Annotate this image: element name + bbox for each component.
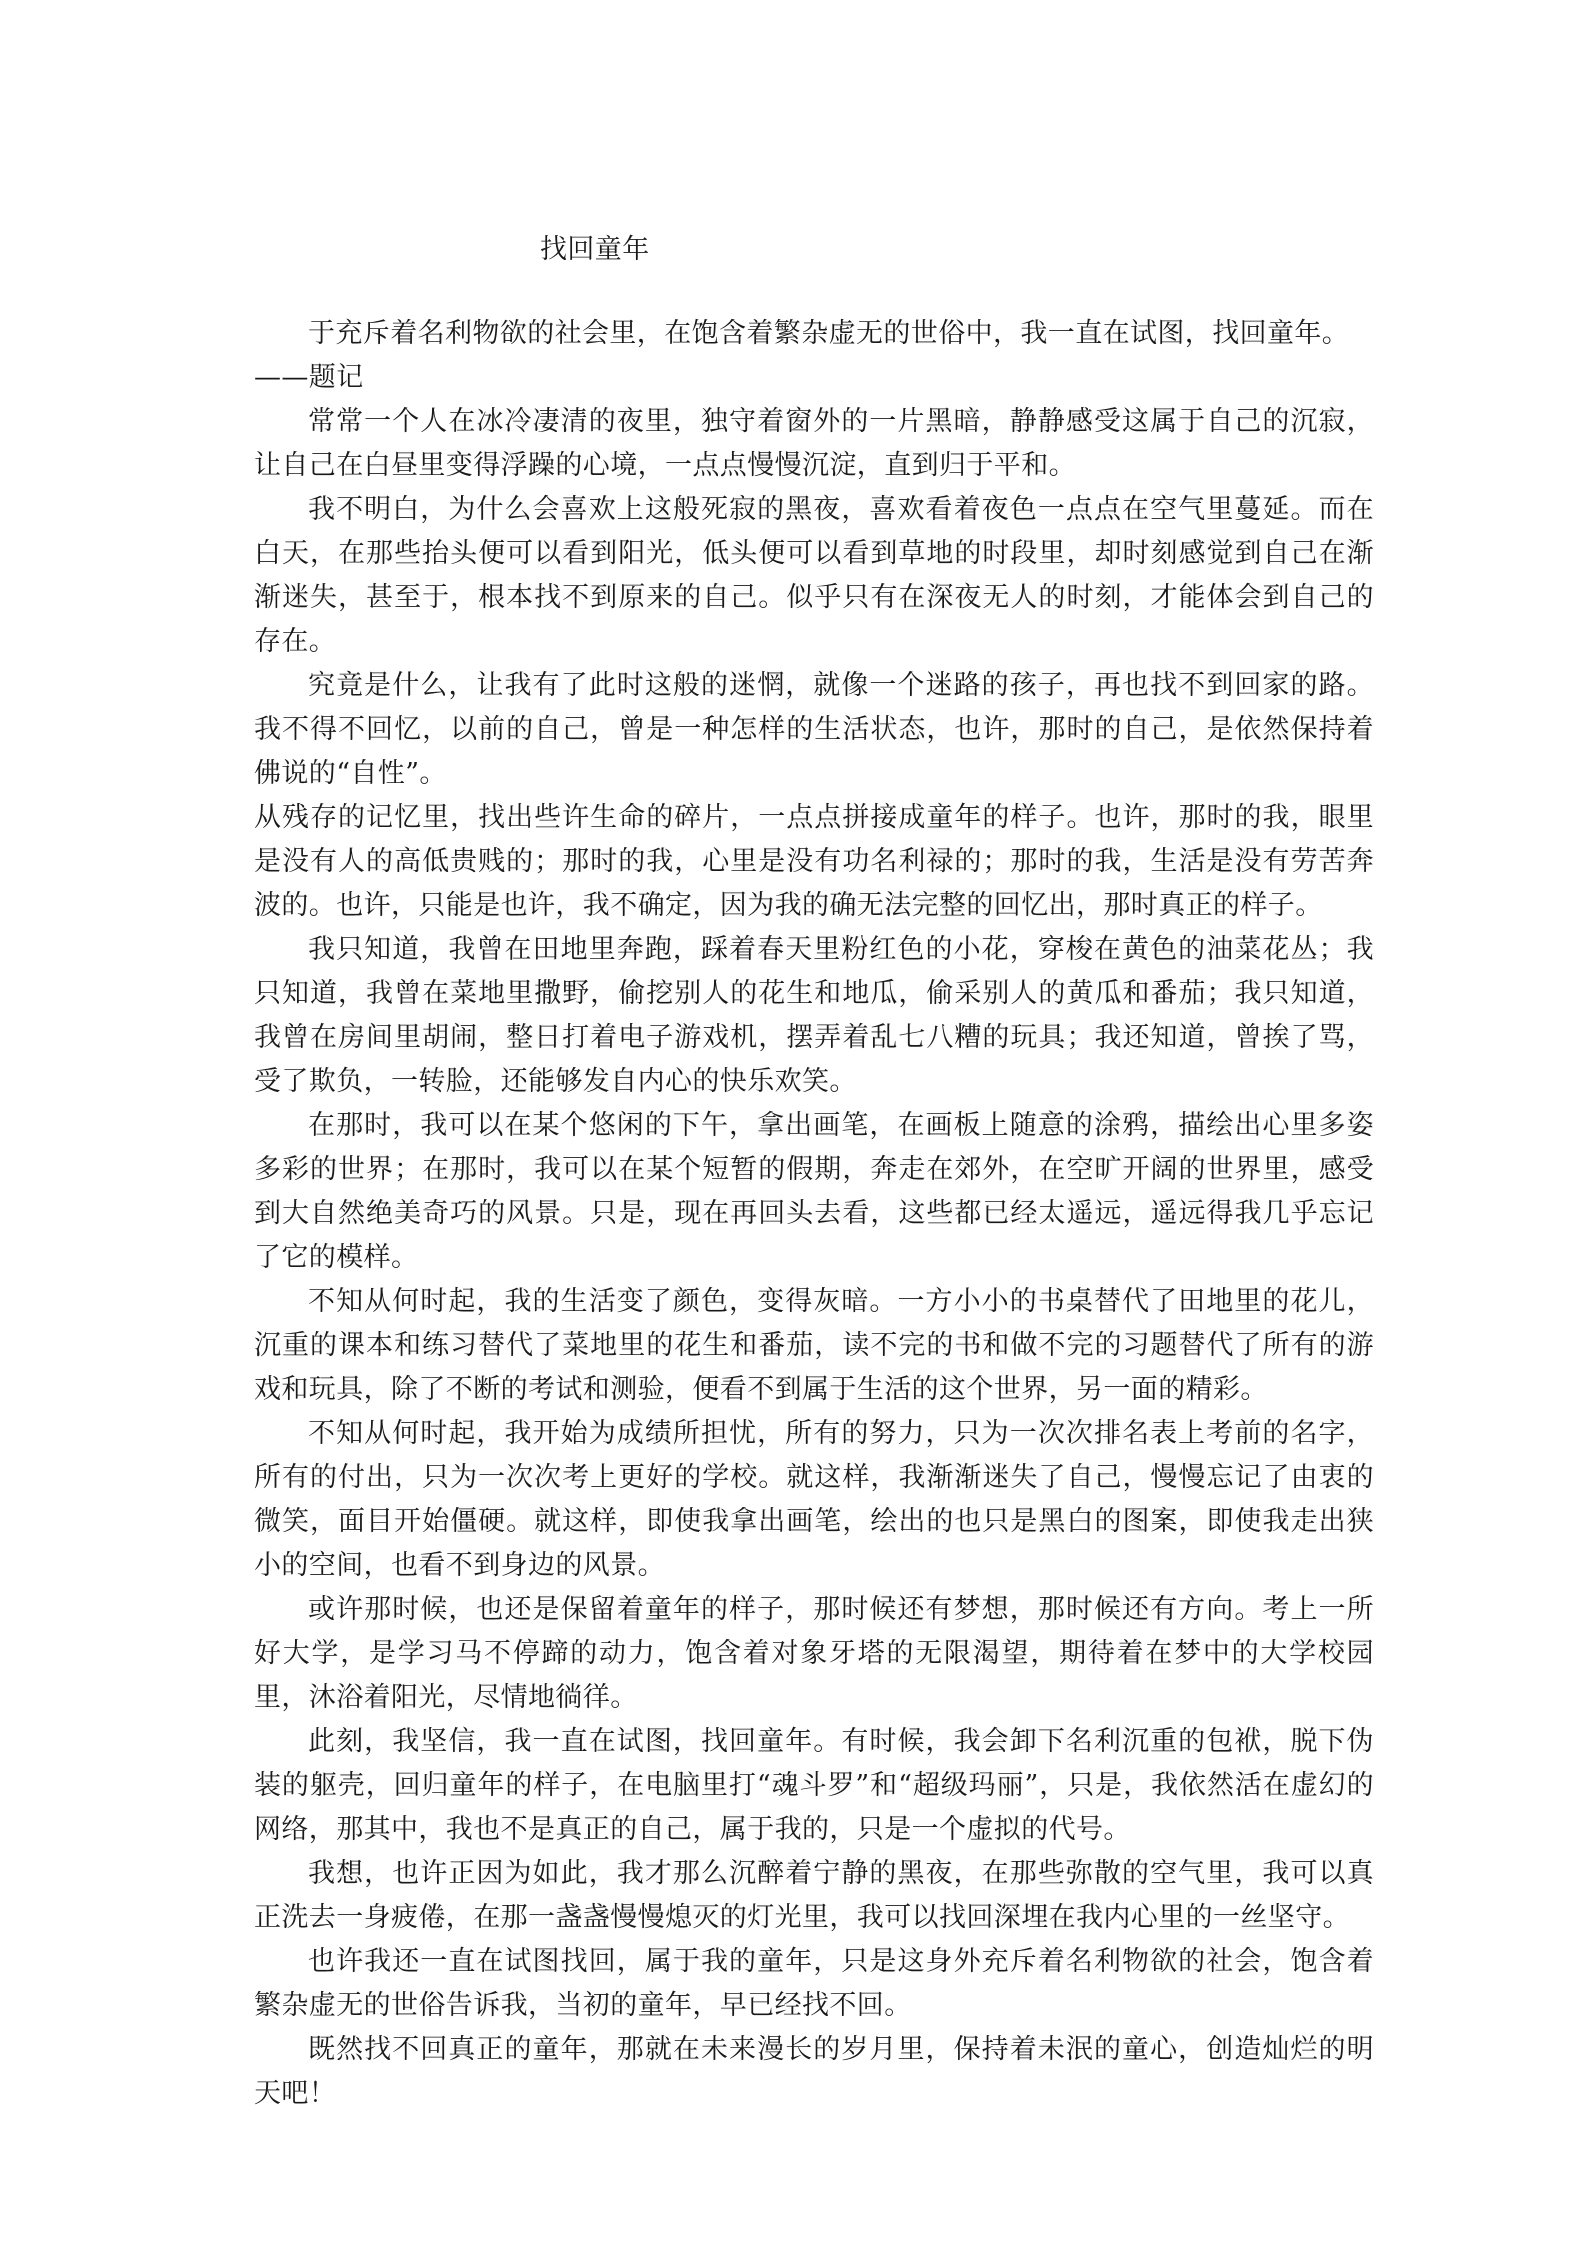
paragraph-10: 此刻，我坚信，我一直在试图，找回童年。有时候，我会卸下名利沉重的包袱，脱下伪装的躯壳，回归童年的样子，在电脑里打“魂斗罗”和“超级玛丽”，只是，我依然活在虚幻的网络，那其中，我也不是真正的自己，属于我的，只是一个虚拟的代号。 — [254, 1726, 1374, 1845]
paragraph-3: 究竟是什么，让我有了此时这般的迷惘，就像一个迷路的孩子，再也找不到回家的路。我不得不回忆，以前的自己，曾是一种怎样的生活状态，也许，那时的自己，是依然保持着佛说的“自性”。 — [254, 670, 1374, 789]
paragraph-5: 我只知道，我曾在田地里奔跑，踩着春天里粉红色的小花，穿梭在黄色的油菜花丛；我只知道，我曾在菜地里撒野，偷挖别人的花生和地瓜，偷采别人的黄瓜和番茄；我只知道，我曾在房间里胡闹，整日打着电子游戏机，摆弄着乱七八糟的玩具；我还知道，曾挨了骂，受了欺负，一转脸，还能够发自内心的快乐欢笑。 — [254, 934, 1374, 1097]
paragraph-1: 常常一个人在冰冷凄清的夜里，独守着窗外的一片黑暗，静静感受这属于自己的沉寂，让自己在白昼里变得浮躁的心境，一点点慢慢沉淀，直到归于平和。 — [254, 406, 1374, 481]
paragraph-12: 也许我还一直在试图找回，属于我的童年，只是这身外充斥着名利物欲的社会，饱含着繁杂虚无的世俗告诉我，当初的童年，早已经找不回。 — [254, 1946, 1374, 2021]
document-title: 找回童年 — [540, 234, 650, 265]
epigraph-signature: ——题记 — [254, 362, 364, 393]
paragraph-6: 在那时，我可以在某个悠闲的下午，拿出画笔，在画板上随意的涂鸦，描绘出心里多姿多彩的世界；在那时，我可以在某个短暂的假期，奔走在郊外，在空旷开阔的世界里，感受到大自然绝美奇巧的风景。只是，现在再回头去看，这些都已经太遥远，遥远得我几乎忘记了它的模样。 — [254, 1110, 1374, 1273]
paragraph-4: 从残存的记忆里，找出些许生命的碎片，一点点拼接成童年的样子。也许，那时的我，眼里是没有人的高低贵贱的；那时的我，心里是没有功名利禄的；那时的我，生活是没有劳苦奔波的。也许，只能是也许，我不确定，因为我的确无法完整的回忆出，那时真正的样子。 — [254, 802, 1374, 921]
epigraph: 于充斥着名利物欲的社会里，在饱含着繁杂虚无的世俗中，我一直在试图，找回童年。 — [308, 318, 1350, 349]
paragraph-7: 不知从何时起，我的生活变了颜色，变得灰暗。一方小小的书桌替代了田地里的花儿，沉重的课本和练习替代了菜地里的花生和番茄，读不完的书和做不完的习题替代了所有的游戏和玩具，除了不断的考试和测验，便看不到属于生活的这个世界，另一面的精彩。 — [254, 1286, 1374, 1405]
paragraph-9: 或许那时候，也还是保留着童年的样子，那时候还有梦想，那时候还有方向。考上一所好大学，是学习马不停蹄的动力，饱含着对象牙塔的无限渴望，期待着在梦中的大学校园里，沐浴着阳光，尽情地徜徉。 — [254, 1594, 1374, 1713]
paragraph-13: 既然找不回真正的童年，那就在未来漫长的岁月里，保持着未泯的童心，创造灿烂的明天吧！ — [254, 2034, 1374, 2109]
paragraph-2: 我不明白，为什么会喜欢上这般死寂的黑夜，喜欢看着夜色一点点在空气里蔓延。而在白天，在那些抬头便可以看到阳光，低头便可以看到草地的时段里，却时刻感觉到自己在渐渐迷失，甚至于，根本找不到原来的自己。似乎只有在深夜无人的时刻，才能体会到自己的存在。 — [254, 494, 1374, 657]
paragraph-11: 我想，也许正因为如此，我才那么沉醉着宁静的黑夜，在那些弥散的空气里，我可以真正洗去一身疲倦，在那一盏盏慢慢熄灭的灯光里，我可以找回深埋在我内心里的一丝坚守。 — [254, 1858, 1374, 1933]
paragraph-8: 不知从何时起，我开始为成绩所担忧，所有的努力，只为一次次排名表上考前的名字，所有的付出，只为一次次考上更好的学校。就这样，我渐渐迷失了自己，慢慢忘记了由衷的微笑，面目开始僵硬。就这样，即使我拿出画笔，绘出的也只是黑白的图案，即使我走出狭小的空间，也看不到身边的风景。 — [254, 1418, 1374, 1581]
document-body — [254, 228, 1374, 2116]
